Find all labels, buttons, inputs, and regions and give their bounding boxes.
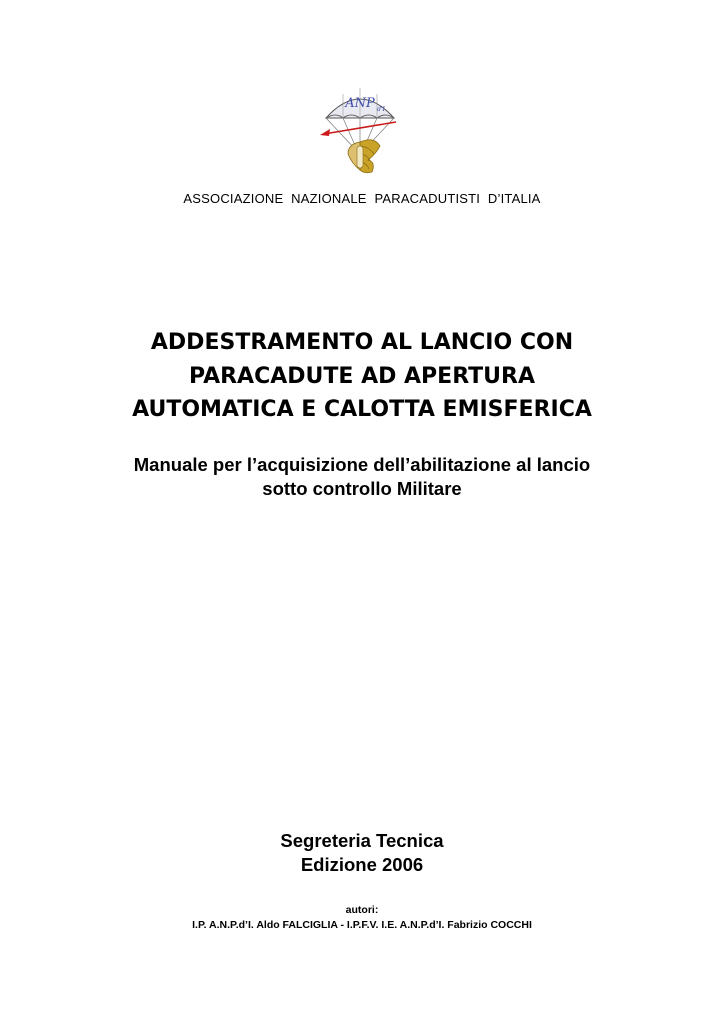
publisher-block: [0, 829, 724, 877]
title-line-2: PARACADUTE AD APERTURA: [188, 363, 535, 389]
anpdi-logo: [318, 84, 402, 180]
publisher-edition: Edizione 2006: [300, 854, 424, 875]
title-line-1: ADDESTRAMENTO AL LANCIO CON: [150, 330, 574, 355]
subtitle-line-1: Manuale per l’acquisizione dell’abilitazione al lancio: [133, 454, 591, 475]
document-title: [0, 326, 724, 427]
publisher-department: Segreteria Tecnica: [280, 830, 444, 851]
title-line-3: AUTOMATICA E CALOTTA EMISFERICA: [132, 397, 592, 422]
association-name: ASSOCIAZIONE NAZIONALE PARACADUTISTI D’ITALIA: [183, 191, 541, 206]
logo-lettering: ANP: [345, 96, 375, 111]
subtitle-line-2: sotto controllo Militare: [262, 478, 462, 499]
document-subtitle: [0, 453, 724, 501]
authors-label: autori:: [345, 904, 379, 916]
authors-names: I.P. A.N.P.d’I. Aldo FALCIGLIA - I.P.F.V. I.E. A.N.P.d’I. Fabrizio COCCHI: [192, 919, 532, 931]
svg-text:d'I: d'I: [377, 106, 385, 113]
